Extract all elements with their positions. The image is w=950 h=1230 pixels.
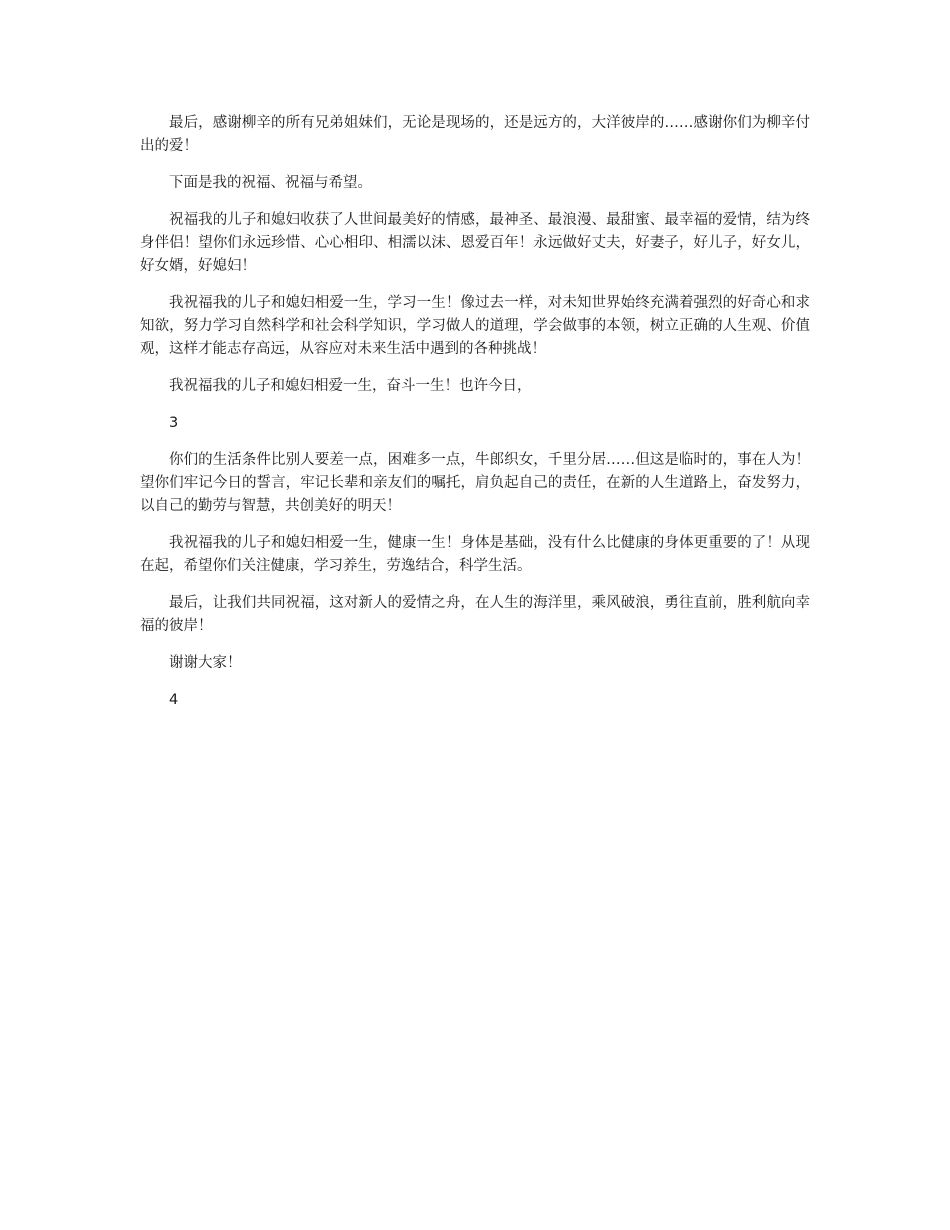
paragraph-final-blessing: 最后，让我们共同祝福，这对新人的爱情之舟，在人生的海洋里，乘风破浪，勇往直前，胜利航向幸福的彼岸！ <box>140 595 810 634</box>
paragraph-blessing-love: 祝福我的儿子和媳妇收获了人世间最美好的情感，最神圣、最浪漫、最甜蜜、最幸福的爱情，结为终身伴侣！望你们永远珍惜、心心相印、相濡以沫、恩爱百年！永远做好丈夫，好妻子，好儿子，好女儿，好女婿，好媳妇！ <box>140 212 810 274</box>
paragraph-thank-you: 谢谢大家！ <box>169 655 242 671</box>
paragraph-blessing-struggle: 我祝福我的儿子和媳妇相爱一生，奋斗一生！也许今日， <box>169 378 532 394</box>
paragraph-blessing-study: 我祝福我的儿子和媳妇相爱一生，学习一生！像过去一样，对未知世界始终充满着强烈的好奇心和求知欲，努力学习自然科学和社会科学知识，学习做人的道理，学会做事的本领，树立正确的人生观、价值观，这样才能志存高远，从容应对未来生活中遇到的各种挑战！ <box>140 295 810 357</box>
paragraph-intro-blessing: 下面是我的祝福、祝福与希望。 <box>169 175 372 191</box>
paragraph-blessing-health: 我祝福我的儿子和媳妇相爱一生，健康一生！身体是基础，没有什么比健康的身体更重要的了！从现在起，希望你们关注健康，学习养生，劳逸结合，科学生活。 <box>140 535 810 574</box>
page-number: 4 <box>169 692 179 708</box>
page-number: 3 <box>169 415 179 431</box>
paragraph-thanks-siblings: 最后，感谢柳辛的所有兄弟姐妹们，无论是现场的，还是远方的，大洋彼岸的……感谢你们为柳辛付出的爱！ <box>140 115 810 154</box>
paragraph-living-conditions: 你们的生活条件比别人要差一点，困难多一点，牛郎织女，千里分居……但这是临时的，事在人为！望你们牢记今日的誓言，牢记长辈和亲友们的嘱托，肩负起自己的责任，在新的人生道路上，奋发努力，以自己的勤劳与智慧，共创美好的明天！ <box>140 452 810 514</box>
document-page <box>140 112 810 726</box>
